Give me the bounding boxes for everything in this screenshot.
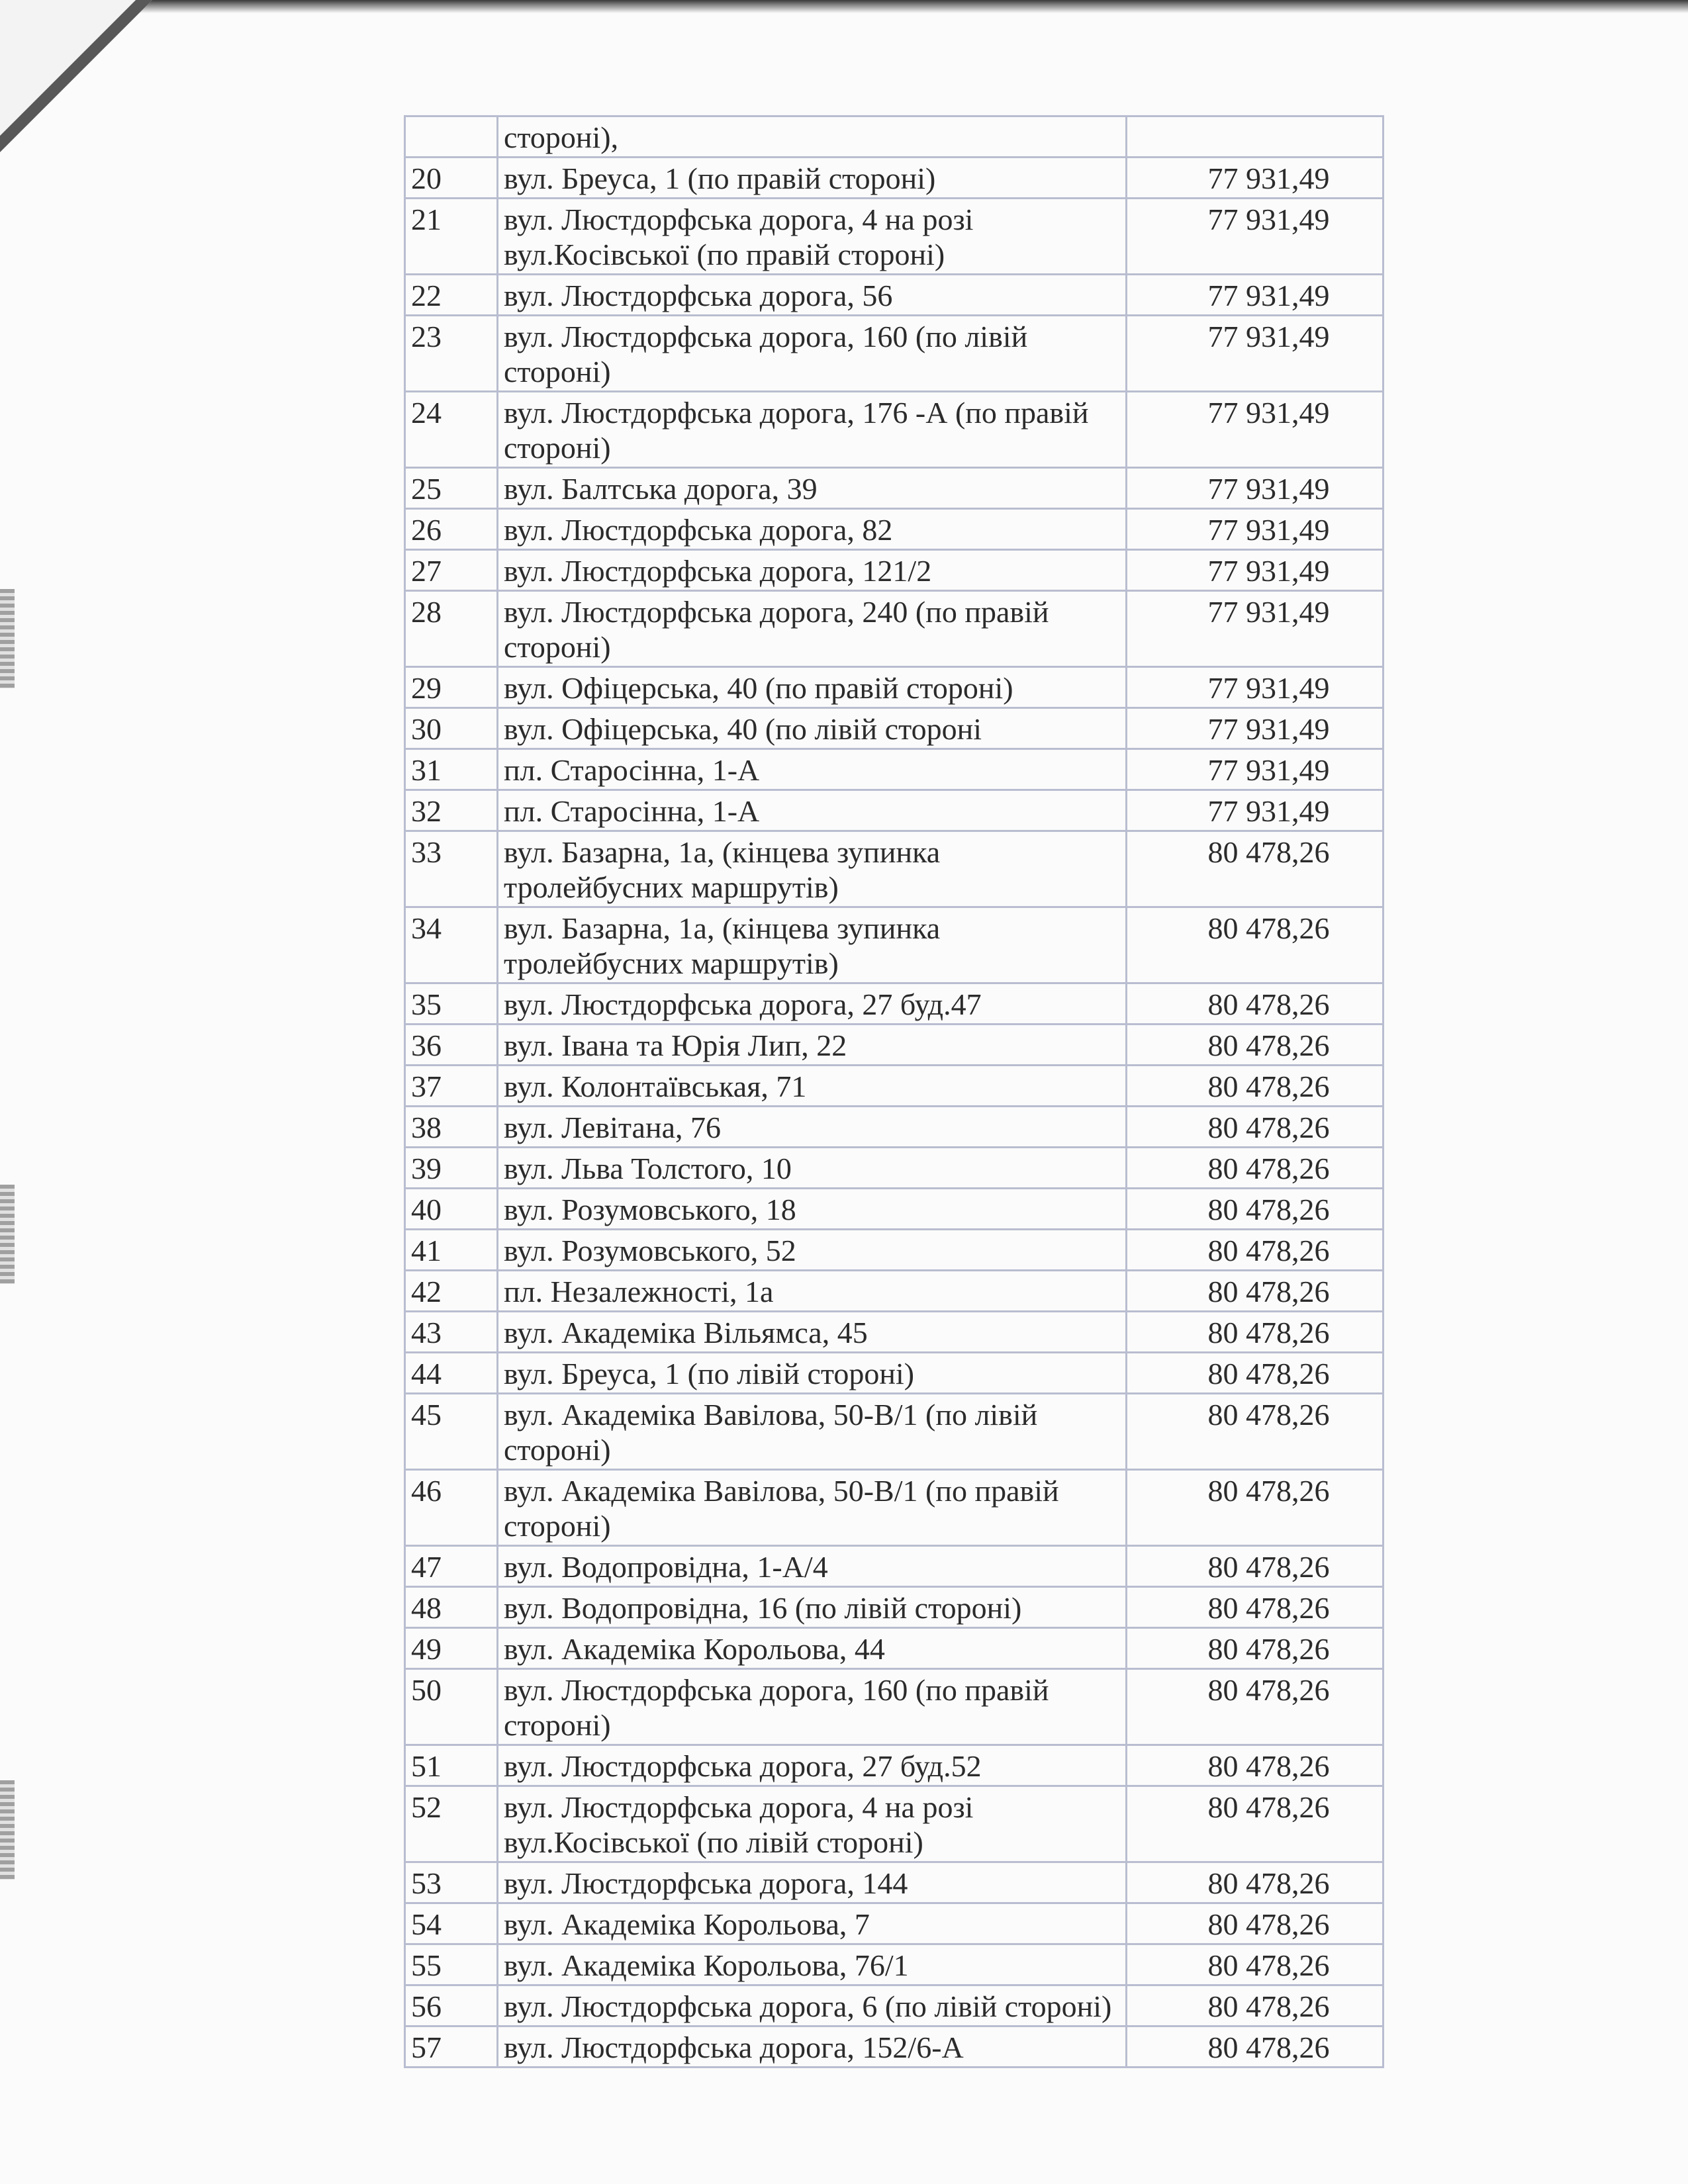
address-cell: вул. Академіка Вавілова, 50-В/1 (по правій стороні) xyxy=(498,1470,1127,1546)
address-cell: вул. Водопровідна, 1-А/4 xyxy=(498,1546,1127,1587)
amount-cell: 80 478,26 xyxy=(1127,1107,1383,1148)
amount-cell: 80 478,26 xyxy=(1127,1312,1383,1353)
address-cell: вул. Люстдорфська дорога, 176 -А (по правій стороні) xyxy=(498,392,1127,468)
table-row xyxy=(405,1745,1383,1786)
row-number-cell: 38 xyxy=(405,1107,498,1148)
address-cell: вул. Академіка Вавілова, 50-В/1 (по лівій стороні) xyxy=(498,1394,1127,1470)
amount-cell: 80 478,26 xyxy=(1127,907,1383,983)
table-body xyxy=(405,116,1383,2068)
address-cell: вул. Люстдорфська дорога, 160 (по лівій стороні) xyxy=(498,316,1127,392)
row-number-cell: 24 xyxy=(405,392,498,468)
table-row xyxy=(405,790,1383,831)
amount-cell: 77 931,49 xyxy=(1127,708,1383,749)
table-row xyxy=(405,316,1383,392)
address-cell: вул. Водопровідна, 16 (по лівій стороні) xyxy=(498,1587,1127,1628)
row-number-cell: 50 xyxy=(405,1669,498,1745)
table-row xyxy=(405,158,1383,199)
amount-cell: 77 931,49 xyxy=(1127,667,1383,708)
row-number-cell: 54 xyxy=(405,1903,498,1944)
amount-cell: 80 478,26 xyxy=(1127,1745,1383,1786)
address-cell: вул. Люстдорфська дорога, 56 xyxy=(498,275,1127,316)
address-cell: вул. Люстдорфська дорога, 152/6-А xyxy=(498,2026,1127,2068)
address-cell: вул. Офіцерська, 40 (по правій стороні) xyxy=(498,667,1127,708)
address-cell: вул. Розумовського, 18 xyxy=(498,1189,1127,1230)
row-number-cell: 29 xyxy=(405,667,498,708)
row-number-cell: 49 xyxy=(405,1628,498,1669)
table-row xyxy=(405,831,1383,907)
amount-cell: 80 478,26 xyxy=(1127,1394,1383,1470)
table-row xyxy=(405,591,1383,667)
table-row xyxy=(405,1230,1383,1271)
amount-cell: 80 478,26 xyxy=(1127,831,1383,907)
row-number-cell: 45 xyxy=(405,1394,498,1470)
table-row xyxy=(405,1985,1383,2026)
table-row xyxy=(405,1394,1383,1470)
address-cell: вул. Люстдорфська дорога, 4 на розі вул.Косівської (по правій стороні) xyxy=(498,199,1127,275)
binder-hole-mark xyxy=(0,1780,15,1880)
table-row xyxy=(405,907,1383,983)
row-number-cell: 28 xyxy=(405,591,498,667)
amount-cell: 80 478,26 xyxy=(1127,1669,1383,1745)
row-number-cell xyxy=(405,116,498,158)
address-cell: пл. Старосінна, 1-А xyxy=(498,749,1127,790)
row-number-cell: 42 xyxy=(405,1271,498,1312)
row-number-cell: 23 xyxy=(405,316,498,392)
table-row xyxy=(405,1862,1383,1903)
amount-cell: 80 478,26 xyxy=(1127,1271,1383,1312)
table-row xyxy=(405,749,1383,790)
row-number-cell: 47 xyxy=(405,1546,498,1587)
row-number-cell: 53 xyxy=(405,1862,498,1903)
table-row xyxy=(405,1546,1383,1587)
table-row xyxy=(405,1669,1383,1745)
row-number-cell: 20 xyxy=(405,158,498,199)
amount-cell: 77 931,49 xyxy=(1127,591,1383,667)
address-cell: пл. Старосінна, 1-А xyxy=(498,790,1127,831)
row-number-cell: 25 xyxy=(405,468,498,509)
amount-cell: 80 478,26 xyxy=(1127,1628,1383,1669)
row-number-cell: 55 xyxy=(405,1944,498,1985)
address-cell: вул. Люстдорфська дорога, 160 (по правій стороні) xyxy=(498,1669,1127,1745)
table-row xyxy=(405,1587,1383,1628)
table-row xyxy=(405,2026,1383,2068)
table-row xyxy=(405,1628,1383,1669)
amount-cell: 77 931,49 xyxy=(1127,392,1383,468)
amount-cell: 77 931,49 xyxy=(1127,158,1383,199)
table-row xyxy=(405,550,1383,591)
address-cell: вул. Люстдорфська дорога, 144 xyxy=(498,1862,1127,1903)
table-row xyxy=(405,392,1383,468)
amount-cell: 80 478,26 xyxy=(1127,1148,1383,1189)
scan-top-edge xyxy=(0,0,1688,13)
amount-cell: 80 478,26 xyxy=(1127,1189,1383,1230)
row-number-cell: 52 xyxy=(405,1786,498,1862)
amount-cell: 77 931,49 xyxy=(1127,790,1383,831)
row-number-cell: 30 xyxy=(405,708,498,749)
address-cell: вул. Бреуса, 1 (по лівій стороні) xyxy=(498,1353,1127,1394)
address-cell: пл. Незалежності, 1а xyxy=(498,1271,1127,1312)
amount-cell: 77 931,49 xyxy=(1127,550,1383,591)
table-row xyxy=(405,1271,1383,1312)
address-cell: вул. Розумовського, 52 xyxy=(498,1230,1127,1271)
row-number-cell: 51 xyxy=(405,1745,498,1786)
binder-hole-mark xyxy=(0,1185,15,1284)
address-cell: вул. Бреуса, 1 (по правій стороні) xyxy=(498,158,1127,199)
table-row xyxy=(405,1944,1383,1985)
amount-cell: 80 478,26 xyxy=(1127,1862,1383,1903)
table-row xyxy=(405,116,1383,158)
address-cell: вул. Люстдорфська дорога, 82 xyxy=(498,509,1127,550)
address-cell: вул. Люстдорфська дорога, 121/2 xyxy=(498,550,1127,591)
table-row xyxy=(405,1107,1383,1148)
amount-cell: 80 478,26 xyxy=(1127,1066,1383,1107)
table-row xyxy=(405,1148,1383,1189)
amount-cell: 77 931,49 xyxy=(1127,275,1383,316)
address-cell: вул. Люстдорфська дорога, 240 (по правій стороні) xyxy=(498,591,1127,667)
row-number-cell: 35 xyxy=(405,983,498,1024)
address-cell: стороні), xyxy=(498,116,1127,158)
row-number-cell: 56 xyxy=(405,1985,498,2026)
row-number-cell: 27 xyxy=(405,550,498,591)
amount-cell: 80 478,26 xyxy=(1127,2026,1383,2068)
row-number-cell: 44 xyxy=(405,1353,498,1394)
address-cell: вул. Базарна, 1а, (кінцева зупинка тролейбусних маршрутів) xyxy=(498,907,1127,983)
table-row xyxy=(405,468,1383,509)
amount-cell: 77 931,49 xyxy=(1127,316,1383,392)
address-cell: вул. Люстдорфська дорога, 6 (по лівій стороні) xyxy=(498,1985,1127,2026)
binder-hole-mark xyxy=(0,589,15,688)
address-cell: вул. Левітана, 76 xyxy=(498,1107,1127,1148)
amount-cell: 80 478,26 xyxy=(1127,1944,1383,1985)
amount-cell: 80 478,26 xyxy=(1127,1230,1383,1271)
amount-cell: 77 931,49 xyxy=(1127,509,1383,550)
row-number-cell: 33 xyxy=(405,831,498,907)
table-row xyxy=(405,1312,1383,1353)
table-row xyxy=(405,1903,1383,1944)
row-number-cell: 40 xyxy=(405,1189,498,1230)
address-cell: вул. Балтська дорога, 39 xyxy=(498,468,1127,509)
table-row xyxy=(405,1024,1383,1066)
address-cell: вул. Академіка Корольова, 7 xyxy=(498,1903,1127,1944)
table-row xyxy=(405,667,1383,708)
amount-cell: 77 931,49 xyxy=(1127,749,1383,790)
row-number-cell: 32 xyxy=(405,790,498,831)
table-row xyxy=(405,1189,1383,1230)
address-cell: вул. Люстдорфська дорога, 27 буд.52 xyxy=(498,1745,1127,1786)
row-number-cell: 36 xyxy=(405,1024,498,1066)
folded-corner xyxy=(0,0,152,152)
amount-cell: 80 478,26 xyxy=(1127,1786,1383,1862)
row-number-cell: 48 xyxy=(405,1587,498,1628)
table-row xyxy=(405,275,1383,316)
address-cell: вул. Офіцерська, 40 (по лівій стороні xyxy=(498,708,1127,749)
address-cell: вул. Академіка Вільямса, 45 xyxy=(498,1312,1127,1353)
row-number-cell: 39 xyxy=(405,1148,498,1189)
amount-cell: 80 478,26 xyxy=(1127,1470,1383,1546)
table-row xyxy=(405,1786,1383,1862)
row-number-cell: 26 xyxy=(405,509,498,550)
row-number-cell: 37 xyxy=(405,1066,498,1107)
row-number-cell: 22 xyxy=(405,275,498,316)
amount-cell: 80 478,26 xyxy=(1127,1546,1383,1587)
address-cell: вул. Люстдорфська дорога, 27 буд.47 xyxy=(498,983,1127,1024)
amount-cell: 80 478,26 xyxy=(1127,983,1383,1024)
table-row xyxy=(405,983,1383,1024)
address-cell: вул. Івана та Юрія Лип, 22 xyxy=(498,1024,1127,1066)
amount-cell: 80 478,26 xyxy=(1127,1985,1383,2026)
amount-cell: 80 478,26 xyxy=(1127,1903,1383,1944)
row-number-cell: 31 xyxy=(405,749,498,790)
address-cell: вул. Льва Толстого, 10 xyxy=(498,1148,1127,1189)
row-number-cell: 41 xyxy=(405,1230,498,1271)
amount-cell: 80 478,26 xyxy=(1127,1587,1383,1628)
address-amount-table xyxy=(404,115,1384,2068)
amount-cell: 77 931,49 xyxy=(1127,468,1383,509)
row-number-cell: 46 xyxy=(405,1470,498,1546)
table-row xyxy=(405,1353,1383,1394)
address-cell: вул. Люстдорфська дорога, 4 на розі вул.Косівської (по лівій стороні) xyxy=(498,1786,1127,1862)
amount-cell: 77 931,49 xyxy=(1127,199,1383,275)
row-number-cell: 43 xyxy=(405,1312,498,1353)
table-row xyxy=(405,1066,1383,1107)
row-number-cell: 21 xyxy=(405,199,498,275)
amount-cell: 80 478,26 xyxy=(1127,1024,1383,1066)
table-row xyxy=(405,199,1383,275)
address-cell: вул. Академіка Корольова, 76/1 xyxy=(498,1944,1127,1985)
amount-cell: 80 478,26 xyxy=(1127,1353,1383,1394)
table-row xyxy=(405,509,1383,550)
address-cell: вул. Колонтаївськая, 71 xyxy=(498,1066,1127,1107)
row-number-cell: 57 xyxy=(405,2026,498,2068)
address-cell: вул. Базарна, 1а, (кінцева зупинка тролейбусних маршрутів) xyxy=(498,831,1127,907)
table-row xyxy=(405,1470,1383,1546)
row-number-cell: 34 xyxy=(405,907,498,983)
table-row xyxy=(405,708,1383,749)
amount-cell xyxy=(1127,116,1383,158)
address-cell: вул. Академіка Корольова, 44 xyxy=(498,1628,1127,1669)
